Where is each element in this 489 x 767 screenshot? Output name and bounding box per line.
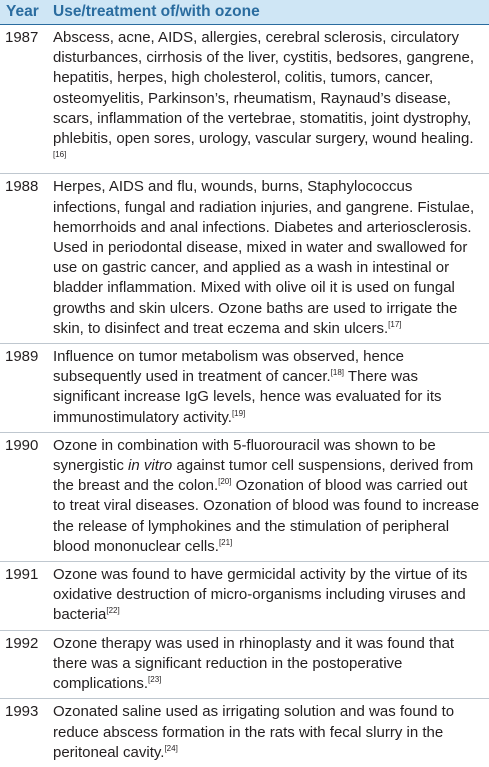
table-header	[0, 0, 489, 25]
table-body	[0, 25, 489, 767]
use-text: Abscess, acne, AIDS, allergies, cerebral sclerosis, circulatory disturbances, cirrhosis of the liver, cystitis, bedsores, gangrene, hepatitis, herpes, high cholesterol, colitis, tumors, cancer, osteomyelitis, Parkinson’s, rheumatism, Raynaud’s disease, scars, inflammation of the vertebrae, stomatitis, joint dystrophy, phlebitis, open sores, urology, vascular surgery, wound healing.	[53, 29, 475, 148]
use-text: Ozonated saline used as irrigating solution and was found to reduce abscess formation in the rats with fecal slurry in the peritoneal cavity.	[53, 703, 455, 761]
use-text: Ozonation of blood was carried out to treat viral diseases. Ozonation of blood was found to increase the release of lymphokines and the stimulation of peripheral blood mononuclear cells.	[53, 477, 480, 555]
use-text: Ozone was found to have germicidal activity by the virtue of its oxidative destruction of micro-organisms including viruses and bacteria	[53, 566, 468, 624]
reference-citation: [16]	[53, 150, 67, 160]
year-cell: 1993	[5, 703, 39, 721]
use-text: Ozone in combination with 5-fluorouracil was shown to be synergistic	[53, 436, 436, 475]
italic-term: in vitro	[128, 457, 173, 475]
table-row	[0, 631, 489, 700]
use-cell	[53, 347, 485, 428]
reference-citation: [20]	[218, 477, 232, 487]
use-cell	[53, 177, 485, 339]
table-row	[0, 699, 489, 767]
table-row	[0, 25, 489, 174]
reference-citation: [22]	[106, 606, 120, 616]
use-cell	[53, 436, 485, 557]
reference-citation: [19]	[231, 408, 246, 418]
year-cell: 1991	[5, 566, 39, 584]
header-year: Year	[6, 2, 39, 20]
reference-citation: [21]	[218, 537, 233, 547]
reference-citation: [17]	[388, 319, 402, 329]
use-text: against tumor cell suspensions, derived from the breast and the colon.	[53, 457, 474, 495]
use-cell	[53, 28, 485, 169]
use-cell	[53, 565, 485, 626]
use-cell	[53, 702, 485, 763]
table-row	[0, 344, 489, 433]
year-cell: 1990	[5, 436, 39, 454]
use-text: Ozone therapy was used in rhinoplasty and it was found that there was a significant reduction in the postoperative complications.	[53, 634, 455, 693]
year-cell: 1989	[5, 348, 39, 366]
use-text: There was significant increase IgG levels, hence was evaluated for its immunostimulatory activity.	[53, 368, 442, 426]
use-text: Herpes, AIDS and flu, wounds, burns, Staphylococcus infections, fungal and radiation injuries, and gangrene. Fistulae, hemorrhoids and anal infections. Diabetes and arteriosclerosis. Used in periodontal disease, mixed in water and swallowed for use on gastric cancer, and applied as a wash in intestinal or bladder inflammation. Mixed with olive oil it is used on fungal growths and skin ulcers. Ozone baths are used to irrigate the skin, to disinfect and treat eczema and skin ulcers.	[53, 178, 475, 337]
reference-citation: [18]	[330, 368, 345, 378]
table-row	[0, 433, 489, 562]
use-text: Influence on tumor metabolism was observed, hence subsequently used in treatment of cancer.	[53, 348, 405, 386]
use-cell	[53, 634, 485, 695]
year-cell: 1992	[5, 634, 39, 652]
reference-citation: [23]	[148, 675, 162, 685]
table-row	[0, 562, 489, 631]
header-use: Use/treatment of/with ozone	[53, 2, 260, 20]
reference-citation: [24]	[164, 743, 178, 753]
year-cell: 1988	[5, 178, 39, 196]
year-cell: 1987	[5, 29, 39, 46]
table-row	[0, 174, 489, 344]
